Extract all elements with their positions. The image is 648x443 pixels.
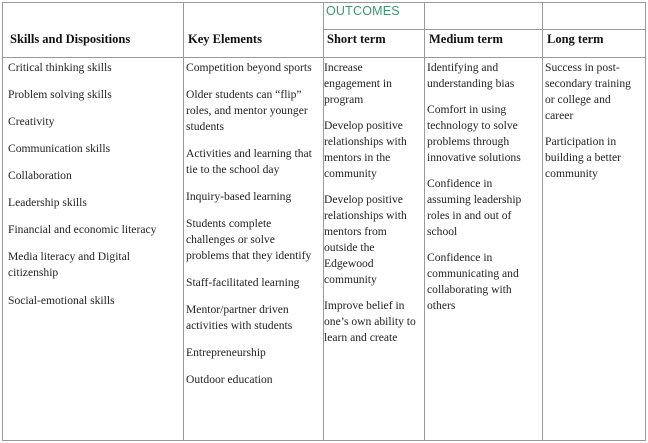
column-divider (424, 3, 425, 440)
header-divider (3, 57, 645, 58)
skill-item: Social-emotional skills (8, 294, 115, 307)
short-term-item: Increase engagement in program (324, 61, 392, 106)
key-element-item: Staff-facilitated learning (186, 276, 300, 289)
header-key-elements: Key Elements (188, 32, 262, 46)
column-divider (183, 3, 184, 440)
long-term-item: Participation in building a better community (545, 135, 621, 180)
skills-column (8, 60, 178, 320)
medium-term-column (427, 60, 539, 324)
key-element-item: Students complete challenges or solve problems that they identify (186, 217, 312, 262)
key-element-item: Competition beyond sports (186, 61, 312, 74)
key-elements-column (186, 60, 314, 399)
long-term-item: Success in post-secondary training or college and career (545, 61, 631, 122)
medium-term-item: Identifying and understanding bias (427, 61, 515, 90)
skill-item: Collaboration (8, 169, 72, 182)
key-element-item: Older students can “flip” roles, and mentor younger students (186, 88, 308, 133)
short-term-column (324, 60, 418, 356)
key-element-item: Mentor/partner driven activities with students (186, 303, 293, 332)
medium-term-item: Confidence in assuming leadership roles in and out of school (427, 177, 522, 238)
key-element-item: Entrepreneurship (186, 346, 266, 359)
header-skills: Skills and Dispositions (10, 32, 131, 46)
outcomes-divider (323, 29, 645, 30)
skill-item: Problem solving skills (8, 88, 112, 101)
medium-term-item: Comfort in using technology to solve problems through innovative solutions (427, 103, 521, 164)
key-element-item: Activities and learning that tie to the school day (186, 147, 312, 176)
skill-item: Communication skills (8, 142, 111, 155)
medium-term-item: Confidence in communicating and collaborating with others (427, 251, 519, 312)
header-short-term: Short term (327, 32, 386, 46)
header-medium-term: Medium term (429, 32, 503, 46)
header-long-term: Long term (547, 32, 604, 46)
key-element-item: Inquiry-based learning (186, 190, 292, 203)
skill-item: Leadership skills (8, 196, 87, 209)
skill-item: Creativity (8, 115, 55, 128)
short-term-item: Improve belief in one’s own ability to learn and create (324, 299, 416, 344)
long-term-column (545, 60, 641, 192)
key-element-item: Outdoor education (186, 373, 273, 386)
outcomes-heading: OUTCOMES (326, 4, 400, 18)
short-term-item: Develop positive relationships with mentors from outside the Edgewood community (324, 193, 407, 286)
column-divider (542, 3, 543, 440)
skill-item: Financial and economic literacy (8, 223, 157, 236)
skill-item: Media literacy and Digital citizenship (8, 250, 131, 279)
skill-item: Critical thinking skills (8, 61, 112, 74)
short-term-item: Develop positive relationships with mentors in the community (324, 119, 407, 180)
